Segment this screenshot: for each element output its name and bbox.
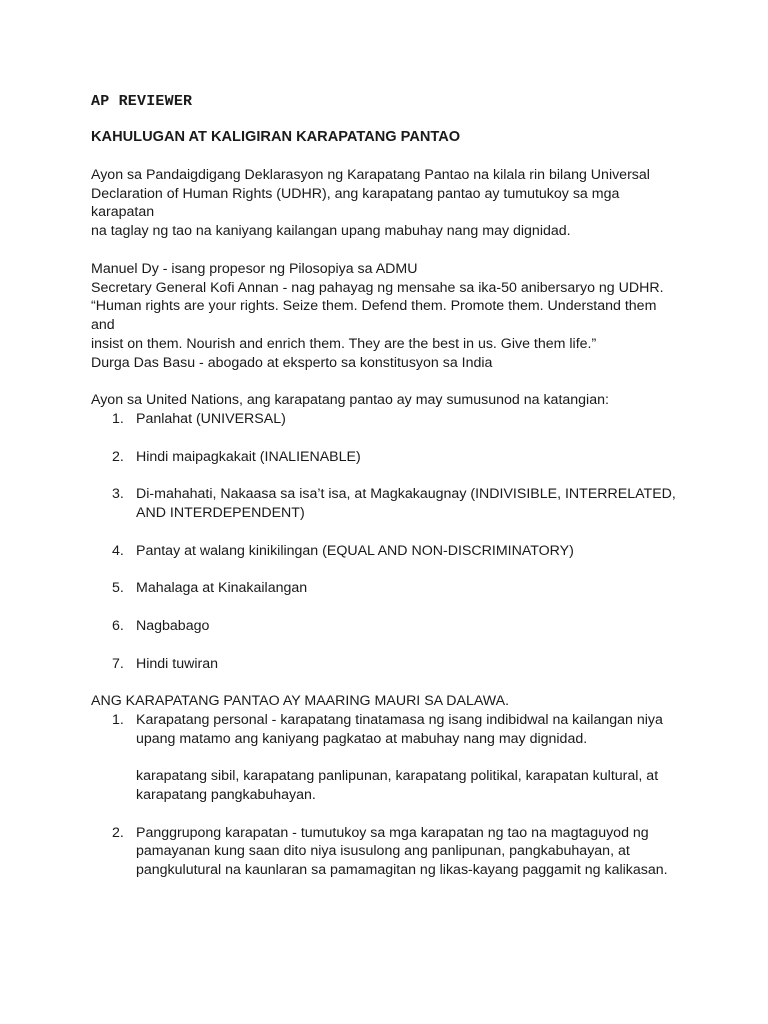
list-text: Panlahat (UNIVERSAL)	[136, 411, 286, 428]
text-line: Ayon sa Pandaigdigang Deklarasyon ng Karapatang Pantao na kilala rin bilang Universal	[91, 166, 650, 183]
list-item	[91, 410, 681, 429]
text-line: Durga Das Basu - abogado at eksperto sa konstitusyon sa India	[91, 354, 493, 371]
list-number: 5.	[112, 580, 124, 597]
text-line: insist on them. Nourish and enrich them. They are the best in us. Give them life.”	[91, 335, 597, 352]
list-text: Hindi maipagkakait (INALIENABLE)	[136, 448, 361, 465]
list-text: Di-mahahati, Nakaasa sa isa’t isa, at Magkakaugnay (INDIVISIBLE, INTERRELATED,	[136, 486, 676, 503]
list-text: Pantay at walang kinikilingan (EQUAL AND NON-DISCRIMINATORY)	[136, 542, 574, 559]
list-item	[91, 448, 681, 467]
list-number: 1.	[112, 711, 124, 728]
list-number: 4.	[112, 542, 124, 559]
list-number: 6.	[112, 617, 124, 634]
list-item	[91, 617, 681, 636]
list-item	[91, 485, 681, 523]
text-line: Secretary General Kofi Annan - nag pahayag ng mensahe sa ika-50 anibersaryo ng UDHR.	[91, 279, 664, 296]
un-intro: Ayon sa United Nations, ang karapatang pantao ay may sumusunod na katangian:	[91, 392, 609, 409]
list-text: upang matamo ang kaniyang pagkatao at mabuhay nang may dignidad.	[136, 730, 588, 747]
list-item	[91, 711, 681, 749]
text-line: Declaration of Human Rights (UDHR), ang karapatang pantao ay tumutukoy sa mga karapatan	[91, 185, 620, 221]
list-item	[91, 579, 681, 598]
list-text: karapatang sibil, karapatang panlipunan, karapatang politikal, karapatan kultural, at	[136, 768, 659, 785]
document-title: AP REVIEWER	[91, 93, 193, 110]
list-text: Hindi tuwiran	[136, 655, 219, 672]
list-text: Mahalaga at Kinakailangan	[136, 580, 308, 597]
list-text: pamayanan kung saan dito niya isusulong ang panlipunan, pangkabuhayan, at	[136, 843, 630, 860]
list-text: Karapatang personal - karapatang tinatamasa ng isang indibidwal na kailangan niya	[136, 711, 663, 728]
list-text: Nagbabago	[136, 617, 210, 634]
types-heading: ANG KARAPATANG PANTAO AY MAARING MAURI SA DALAWA.	[91, 693, 510, 710]
list-item	[91, 542, 681, 561]
list-number: 1.	[112, 411, 124, 428]
list-text: AND INTERDEPENDENT)	[136, 505, 305, 522]
list-text: Panggrupong karapatan - tumutukoy sa mga karapatan ng tao na magtaguyod ng	[136, 824, 649, 841]
types-list	[91, 711, 681, 880]
section-heading: KAHULUGAN AT KALIGIRAN KARAPATANG PANTAO	[91, 129, 461, 145]
list-number: 3.	[112, 486, 124, 503]
characteristics-list	[91, 410, 681, 673]
list-text: karapatang pangkabuhayan.	[136, 787, 316, 804]
text-line: “Human rights are your rights. Seize them. Defend them. Promote them. Understand them and	[91, 298, 657, 334]
list-number: 7.	[112, 655, 124, 672]
text-line: Manuel Dy - isang propesor ng Pilosopiya sa ADMU	[91, 260, 418, 277]
people-paragraph	[91, 260, 681, 373]
list-item	[91, 655, 681, 674]
list-number: 2.	[112, 824, 124, 841]
text-line: na taglay ng tao na kaniyang kailangan upang mabuhay nang may dignidad.	[91, 223, 571, 240]
list-text: pangkulutural na kaunlaran sa pamamagitan ng likas-kayang paggamit ng kalikasan.	[136, 862, 668, 879]
list-sub-paragraph	[91, 767, 681, 805]
list-item	[91, 824, 681, 880]
list-number: 2.	[112, 448, 124, 465]
intro-paragraph	[91, 166, 681, 241]
document-content	[91, 92, 681, 880]
